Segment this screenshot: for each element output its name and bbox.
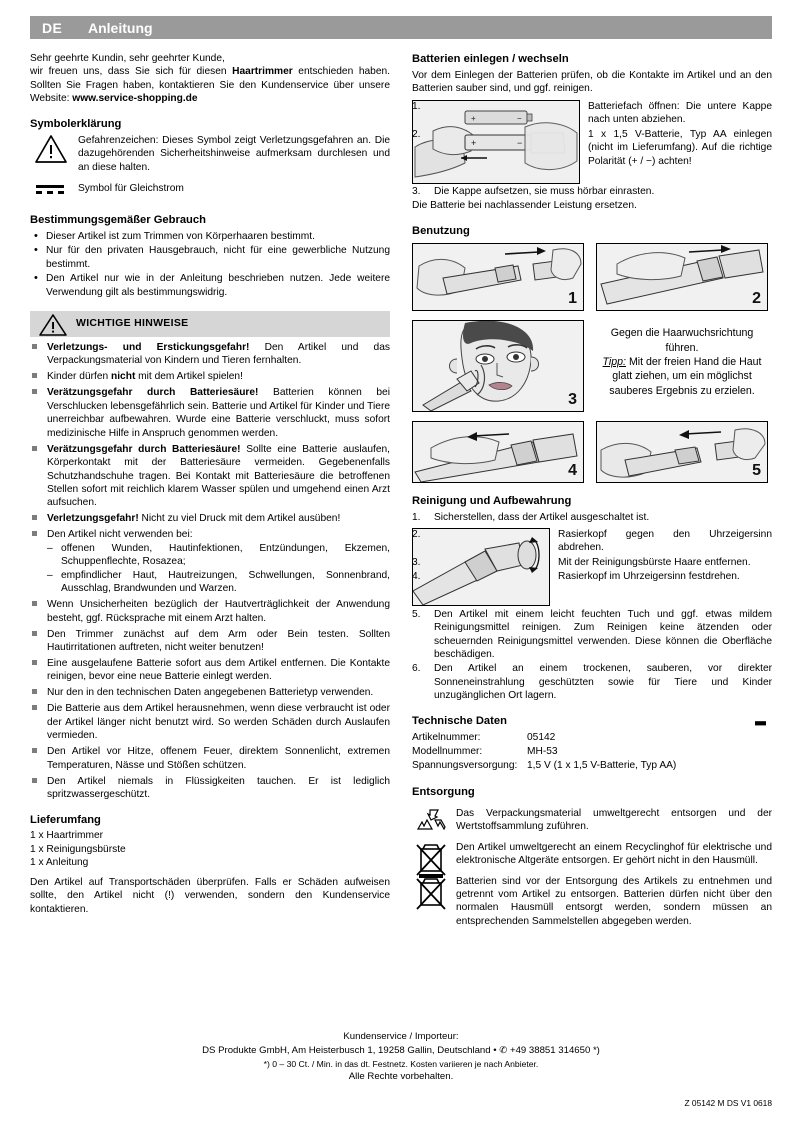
list-item	[30, 775, 390, 802]
warning-text: Den Artikel vor Hitze, offenem Feuer, direktem Sonnenlicht, extremen Temperaturen, Nässe und Stößen schützen.	[47, 746, 390, 771]
disposal-item-packaging	[412, 807, 772, 834]
step-text: Rasierkopf gegen den Uhrzeigersinn abdrehen.	[558, 528, 772, 554]
table-row	[412, 745, 772, 759]
symbol-warning-text: Gefahrenzeichen: Dieses Symbol zeigt Verletzungsgefahren an. Die dazugehörenden Sicherheitshinweise aufmerksam durchlesen und an diese halten.	[78, 134, 390, 173]
scope-of-delivery-section	[30, 813, 390, 917]
warning-triangle-icon	[34, 134, 68, 168]
tech-value: 1,5 V (1 x 1,5 V-Batterie, Typ AA)	[527, 760, 677, 772]
list-item-text: offenen Wunden, Hautinfektionen, Entzündungen, Ekzemen, Schuppenflechte, Rosazea;	[61, 542, 390, 568]
warning-text: Die Batterie aus dem Artikel herausnehmen, wenn diese verbraucht ist oder der Artikel länger nicht benutzt wird. So werden Schäden durch Auslaufen vermieden.	[47, 703, 390, 742]
tech-data-table	[412, 731, 772, 774]
bullet-square-icon	[32, 689, 37, 694]
step-number: 1.	[412, 512, 421, 524]
intro-paragraph	[30, 65, 390, 105]
footer	[30, 1030, 772, 1084]
bullet-square-icon	[32, 631, 37, 636]
symbol-dc-text: Symbol für Gleichstrom	[78, 182, 184, 194]
step-number: 4.	[412, 570, 421, 582]
list-item	[30, 443, 390, 510]
right-column	[412, 52, 772, 928]
caption-line-1: Gegen die Haarwuchsrichtung	[610, 327, 754, 340]
tip-label: Tipp:	[602, 355, 627, 368]
symbol-row-warning	[30, 134, 390, 174]
tech-key: Modellnummer:	[412, 746, 483, 758]
left-column	[30, 52, 390, 916]
list-item	[30, 370, 390, 383]
list-item	[412, 185, 772, 198]
list-item	[30, 528, 390, 541]
bullet-dash-icon: –	[47, 542, 53, 554]
bullet-square-icon	[32, 748, 37, 753]
trim-face-figure	[412, 320, 584, 412]
footer-call-cost-note: *) 0 – 30 Ct. / Min. in das dt. Festnetz. Kosten variieren je nach Anbieter.	[263, 1058, 539, 1069]
list-item	[30, 628, 390, 655]
battery-steps-cont	[412, 185, 772, 198]
cleaning-section	[412, 494, 772, 702]
battery-figure-block	[412, 100, 772, 184]
usage-figure-grid	[412, 243, 772, 483]
tech-data-section	[412, 714, 772, 774]
cleaning-steps	[412, 528, 772, 584]
bullet-square-icon	[32, 531, 37, 536]
scope-item: 1 x Anleitung	[30, 857, 89, 869]
bullet-square-icon	[32, 446, 37, 451]
symbol-row-dc	[30, 182, 390, 202]
ce-mark-icon	[722, 708, 772, 742]
footer-service-label: Kundenservice / Importeur:	[343, 1031, 459, 1042]
list-item	[30, 598, 390, 625]
list-item	[412, 570, 772, 583]
warning-text: Wenn Unsicherheiten bezüglich der Hautverträglichkeit der Anwendung besteht, ggf. Rücksprache mit einem Arzt halten.	[47, 599, 390, 624]
svg-text:−: −	[517, 113, 522, 123]
step-number: 1.	[412, 100, 421, 112]
table-row	[412, 731, 772, 745]
list-item	[30, 244, 390, 271]
footer-rights: Alle Rechte vorbehalten.	[348, 1071, 454, 1083]
step-number: 2.	[412, 528, 421, 540]
step-number: 3.	[412, 185, 421, 197]
recycling-loop-icon	[414, 807, 450, 839]
step-text: Sicherstellen, dass der Artikel ausgeschaltet ist.	[434, 512, 650, 524]
bullet-dot-icon: •	[34, 229, 38, 242]
intro-text-b: entschieden haben. Sollten Sie Fragen haben, kontaktieren Sie den Kundenservice über unsere Website:	[30, 66, 390, 105]
list-item	[30, 657, 390, 684]
warning-pre: Kinder dürfen	[47, 371, 111, 383]
scope-note: Den Artikel auf Transportschäden überprüfen. Falls er Schäden aufweisen sollte, den Artikel nicht (!) verwenden, sondern den Kundenservice kontaktieren.	[30, 876, 390, 915]
battery-steps	[412, 100, 772, 168]
list-item	[30, 702, 390, 742]
figure-number: 4	[568, 462, 577, 480]
service-website: www.service-shopping.de	[72, 93, 198, 105]
bullet-square-icon	[32, 373, 37, 378]
important-notes-banner	[30, 311, 390, 337]
warning-text: Nur den in den technischen Daten angegebenen Batterietyp verwenden.	[47, 687, 374, 699]
disposal-packaging-text: Das Verpackungsmaterial umweltgerecht entsorgen und der Wertstoffsammlung zuführen.	[456, 807, 772, 833]
direct-current-icon	[36, 184, 66, 201]
step-text: Die Kappe aufsetzen, sie muss hörbar einrasten.	[434, 185, 655, 197]
important-notes-label: WICHTIGE HINWEISE	[76, 317, 189, 329]
disposal-item-weee	[412, 841, 772, 868]
list-item	[30, 341, 390, 368]
step-text: 1 x 1,5 V-Batterie, Typ AA einlegen (nicht im Lieferumfang). Auf die richtige Polarität (+ / −) achten!	[588, 128, 772, 167]
page-header-bar	[30, 16, 772, 39]
warning-bold: Verletzungs- und Erstickungsgefahr!	[47, 342, 250, 353]
list-item-text: empfindlicher Haut, Hautreizungen, Schwellungen, Sonnenbrand, Ausschlag, Brandwunden und Warzen.	[61, 569, 390, 595]
warning-triangle-icon	[38, 313, 68, 341]
warning-bold: nicht	[111, 371, 136, 383]
tech-key: Spannungsversorgung:	[412, 760, 518, 772]
usage-section	[412, 224, 772, 484]
battery-heading: Batterien einlegen / wechseln	[412, 53, 569, 65]
cleaning-figure-block	[412, 528, 772, 606]
list-item	[30, 512, 390, 525]
page-title: Anleitung	[88, 20, 153, 36]
bullet-dot-icon: •	[34, 272, 38, 285]
list-item	[47, 569, 390, 596]
tech-data-heading: Technische Daten	[412, 714, 507, 727]
list-item-text: Den Artikel nur wie in der Anleitung beschrieben nutzen. Jede weitere Verwendung gilt als bestimmungswidrig.	[46, 273, 390, 298]
cleaning-steps-cont	[412, 608, 772, 703]
disposal-battery-text: Batterien sind vor der Entsorgung des Artikels zu entnehmen und getrennt vom Artikel zu entsorgen. Batterien dürfen nicht über den normalen Hausmüll entsorgt werden, sondern müssen an entsprechenden Sammelstellen abgegeben werden.	[456, 875, 772, 927]
figure-number: 1	[568, 290, 577, 308]
warning-text: Sollte eine Batterie auslaufen, Körperkontakt mit der Batteriesäure vermeiden. Gegebenenfalls Schutzhandschuhe tragen. Bei Kontakt mit Batteriesäure die betroffenen Stellen sofort mit reichlich klarem Wasser spülen und umgehend einen Arzt aufsuchen.	[47, 443, 390, 509]
intended-use-section	[30, 213, 390, 299]
warning-text: mit dem Artikel spielen!	[135, 371, 243, 383]
warning-text: Nicht zu viel Druck mit dem Artikel ausüben!	[138, 513, 341, 525]
disposal-section	[412, 785, 772, 928]
step-number: 6.	[412, 663, 421, 675]
crossed-bin-battery-icon	[414, 875, 450, 915]
tip-text: Mit der freien Hand die Haut glatt ziehen, um ein möglichst sauberes Ergebnis zu erzielen.	[609, 355, 762, 397]
step-text: Mit der Reinigungsbürste Haare entfernen.	[558, 556, 751, 568]
list-item	[412, 511, 772, 524]
table-row	[412, 759, 772, 773]
warnings-list	[30, 341, 390, 802]
intro-text-a: wir freuen uns, dass Sie sich für diesen	[30, 66, 233, 78]
list-item	[412, 662, 772, 702]
list-item	[412, 128, 772, 168]
step-text: Batteriefach öffnen: Die untere Kappe nach unten abziehen.	[588, 100, 772, 126]
product-name: Haartrimmer	[232, 66, 293, 78]
usage-caption	[596, 320, 768, 412]
intro-line1: Sehr geehrte Kundin, sehr geehrter Kunde,	[30, 53, 225, 64]
bullet-dot-icon: •	[34, 244, 38, 257]
list-item	[30, 686, 390, 699]
bullet-square-icon	[32, 344, 37, 349]
warning-bold: Verätzungsgefahr durch Batteriesäure!	[47, 443, 241, 455]
step-text: Rasierkopf im Uhrzeigersinn festdrehen.	[558, 570, 740, 582]
bullet-square-icon	[32, 601, 37, 606]
scope-item: 1 x Reinigungsbürste	[30, 843, 126, 855]
list-item	[30, 272, 390, 299]
disposal-weee-text: Den Artikel umweltgerecht an einem Recyclinghof für elektrische und elektronische Altgeräte entsorgen. Er gehört nicht in den Hausmüll.	[456, 841, 772, 867]
battery-section	[412, 52, 772, 213]
list-item	[412, 528, 772, 555]
battery-intro: Vor dem Einlegen der Batterien prüfen, ob die Kontakte im Artikel und an den Batterien sauber sind, und ggf. reinigen.	[412, 69, 772, 95]
list-item	[30, 745, 390, 772]
symbols-heading: Symbolerklärung	[30, 117, 122, 130]
warning-bold: Verätzungsgefahr durch Batteriesäure!	[47, 387, 259, 399]
document-code: Z 05142 M DS V1 0618	[684, 1098, 772, 1108]
step-number: 5.	[412, 608, 421, 620]
tech-value: MH-53	[527, 746, 558, 758]
figure-number: 5	[752, 462, 761, 480]
tech-key: Artikelnummer:	[412, 731, 481, 743]
symbols-section	[30, 117, 390, 202]
list-item	[30, 386, 390, 440]
cleaning-step-1	[412, 511, 772, 524]
remove-cap-figure	[412, 243, 584, 311]
disposal-heading: Entsorgung	[412, 785, 475, 798]
bullet-square-icon	[32, 660, 37, 665]
list-item	[412, 556, 772, 569]
figure-number: 2	[752, 290, 761, 308]
step-number: 3.	[412, 556, 421, 568]
warning-text: Batterien können bei Verschlucken lebensgefährlich sein. Batterie und Artikel für Kinder und Tiere unerreichbar aufbewahren. Wurde eine Batterie verschluckt, muss sofort medizinische Hilfe in Anspruch genommen werden.	[47, 387, 390, 439]
bullet-square-icon	[32, 389, 37, 394]
tech-value: 05142	[527, 731, 556, 743]
svg-text:+: +	[471, 137, 477, 148]
warning-text: Den Trimmer zunächst auf dem Arm oder Bein testen. Sollten Hautirritationen auftreten, nicht weiter benutzen!	[47, 628, 390, 654]
switch-off-figure	[412, 421, 584, 483]
list-item	[30, 230, 390, 243]
footer-company-address: DS Produkte GmbH, Am Heisterbusch 1, 19258 Gallin, Deutschland • ✆ +49 38851 314650 *)	[202, 1044, 600, 1056]
figure-number: 3	[568, 391, 577, 409]
language-code: DE	[42, 20, 63, 36]
step-text: Den Artikel mit einem leicht feuchten Tuch und ggf. etwas mildem Reinigungsmittel reinigen. Zum Reinigen keine ätzenden oder scheuernden Reinigungsmittel verwenden. Diese können die Oberfläche beschädigen.	[434, 608, 772, 660]
disposal-item-battery	[412, 875, 772, 929]
list-item-text: Nur für den privaten Hausgebrauch, nicht für eine gewerbliche Nutzung bestimmt.	[46, 245, 390, 270]
bullet-square-icon	[32, 515, 37, 520]
warning-text: Den Artikel und das Verpackungsmaterial von Kindern und Tieren fernhalten.	[47, 342, 390, 367]
list-item-text: Dieser Artikel ist zum Trimmen von Körperhaaren bestimmt.	[46, 230, 315, 242]
intended-use-heading: Bestimmungsgemäßer Gebrauch	[30, 213, 206, 226]
list-item	[47, 542, 390, 569]
list-item	[412, 100, 772, 127]
usage-heading: Benutzung	[412, 224, 470, 237]
step-text: Den Artikel an einem trockenen, sauberen, vor direkter Sonneneinstrahlung geschützten sowie für Tiere und Kinder unzugänglichen Ort lagern.	[434, 663, 772, 702]
usage-tip	[596, 355, 768, 398]
scope-item: 1 x Haartrimmer	[30, 830, 104, 842]
bullet-dash-icon: –	[47, 569, 53, 581]
cleaning-heading: Reinigung und Aufbewahrung	[412, 495, 572, 508]
warning-text: Den Artikel nicht verwenden bei:	[47, 529, 193, 541]
warning-text: Den Artikel niemals in Flüssigkeiten tauchen. Er ist lediglich spritzwassergeschützt.	[47, 775, 390, 801]
svg-text:+: +	[471, 113, 476, 123]
scope-heading: Lieferumfang	[30, 813, 101, 826]
bullet-square-icon	[32, 705, 37, 710]
warning-bold: Verletzungsgefahr!	[47, 513, 139, 525]
switch-on-figure	[596, 243, 768, 311]
replace-cap-figure	[596, 421, 768, 483]
warning-text: Eine ausgelaufene Batterie sofort aus dem Artikel entfernen. Die Kontakte reinigen, bevor eine neue Batterie einlegt werden.	[47, 657, 390, 683]
step-number: 2.	[412, 128, 421, 140]
battery-outro: Die Batterie bei nachlassender Leistung ersetzen.	[412, 200, 637, 212]
caption-line-2: führen.	[665, 341, 699, 354]
intended-use-list	[30, 230, 390, 299]
bullet-square-icon	[32, 778, 37, 783]
list-item	[412, 608, 772, 662]
svg-text:−: −	[517, 137, 523, 148]
